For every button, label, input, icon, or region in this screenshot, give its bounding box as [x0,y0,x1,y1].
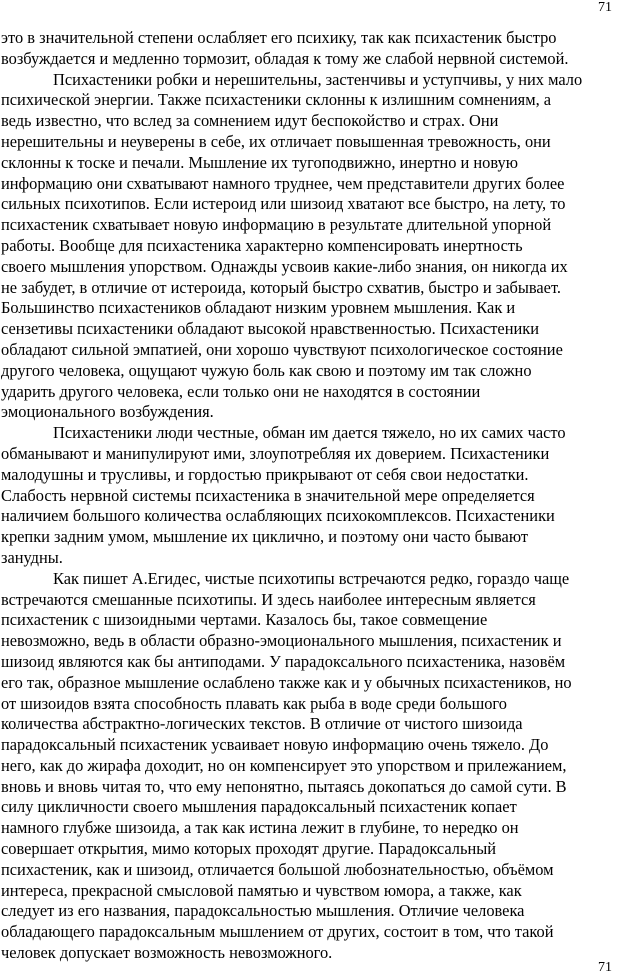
text-line: намного глубже шизоида, а так как истина лежит в глубине, то нередко он [1,818,519,838]
text-line: Психастеники робки и нерешительны, застенчивы и уступчивы, у них мало [53,69,583,89]
text-line: психастеник схватывает новую информацию в результате длительной упорной [1,215,552,235]
text-line: ударить другого человека, если только они не находятся в состоянии [1,381,481,401]
text-line: вновь и вновь читая то, что ему непонятно, пытаясь докопаться до самой сути. В [1,776,567,796]
text-line: другого человека, ощущают чужую боль как свою и поэтому им так сложно [1,360,532,380]
text-line: нерешительны и неуверены в себе, их отличает повышенная тревожность, они [1,131,551,151]
text-line: Как пишет А.Егидес, чистые психотипы встречаются редко, гораздо чаще [53,568,570,588]
text-line: силу цикличности своего мышления парадоксальный психастеник копает [1,797,517,817]
text-line: совершает открытия, мимо которых проходят другие. Парадоксальный [1,839,496,859]
body-text [1,28,619,964]
text-line: ведь известно, что вслед за сомнением идут беспокойство и страх. Они [1,111,499,131]
text-line: встречаются смешанные психотипы. И здесь наиболее интересным является [1,589,536,609]
text-line: парадоксальный психастеник усваивает новую информацию очень тяжело. До [1,735,549,755]
text-line: крепки задним умом, мышление их циклично, и поэтому они часто бывают [1,527,529,547]
text-line: количества абстрактно-логических текстов. В отличие от чистого шизоида [1,714,523,734]
text-line: Большинство психастеников обладают низким уровнем мышления. Как и [1,298,516,318]
text-line: сензетивы психастеники обладают высокой нравственностью. Психастеники [1,319,539,339]
text-line: следует из его названия, парадоксальностью мышления. Отличие человека [1,901,525,921]
text-line: эмоционального возбуждения. [1,402,214,422]
text-line: невозможно, ведь в области образно-эмоционального мышления, психастеник и [1,631,562,651]
text-line: шизоид являются как бы антиподами. У парадоксального психастеника, назовём [1,651,566,671]
text-line: малодушны и трусливы, и гордостью прикрывают от себя свои недостатки. [1,464,529,484]
text-line: от шизоидов взята способность плавать как рыба в воде среди большого [1,693,507,713]
text-line: работы. Вообще для психастеника характерно компенсировать инертность [1,235,523,255]
text-line: его так, образное мышление ослаблено также как и у обычных психастеников, но [1,672,572,692]
text-line: психической энергии. Также психастеники склонны к излишним сомнениям, а [1,90,552,110]
text-line: сильных психотипов. Если истероид или шизоид хватают все быстро, на лету, то [1,194,566,214]
text-line: психастеник с шизоидными чертами. Казалось бы, такое совмещение [1,610,488,630]
text-line: обладают сильной эмпатией, они хорошо чувствуют психологическое состояние [1,339,563,359]
text-line: психастеник, как и шизоид, отличается большой любознательностью, объёмом [1,859,554,879]
text-line: своего мышления упорством. Однажды усвоив какие-либо знания, он никогда их [1,256,568,276]
text-line: наличием большого количества ослабляющих психокомплексов. Психастеники [1,506,555,526]
text-line: человек допускает возможность невозможного. [1,943,333,963]
page-number-top: 71 [598,0,612,15]
text-line: занудны. [1,547,63,567]
text-line: обладающего парадоксальным мышлением от других, состоит в том, что такой [1,922,554,942]
page-number-bottom: 71 [598,960,612,975]
text-line: обманывают и манипулируют ими, злоупотребляя их доверием. Психастеники [1,443,550,463]
text-line: возбуждается и медленно тормозит, обладая к тому же слабой нервной системой. [1,48,569,68]
text-line: это в значительной степени ослабляет его психику, так как психастеник быстро [1,28,557,47]
text-line: не забудет, в отличие от истероида, который быстро схватив, быстро и забывает. [1,277,561,297]
text-line: Слабость нервной системы психастеника в значительной мере определяется [1,485,535,505]
text-line: информацию они схватывают намного труднее, чем представители других более [1,173,565,193]
text-line: него, как до жирафа доходит, но он компенсирует это упорством и прилежанием, [1,755,567,775]
text-line: Психастеники люди честные, обман им дается тяжело, но их самих часто [53,423,566,443]
text-line: интереса, прекрасной смысловой памятью и чувством юмора, а также, как [1,880,522,900]
text-line: склонны к тоске и печали. Мышление их тугоподвижно, инертно и новую [1,152,518,172]
